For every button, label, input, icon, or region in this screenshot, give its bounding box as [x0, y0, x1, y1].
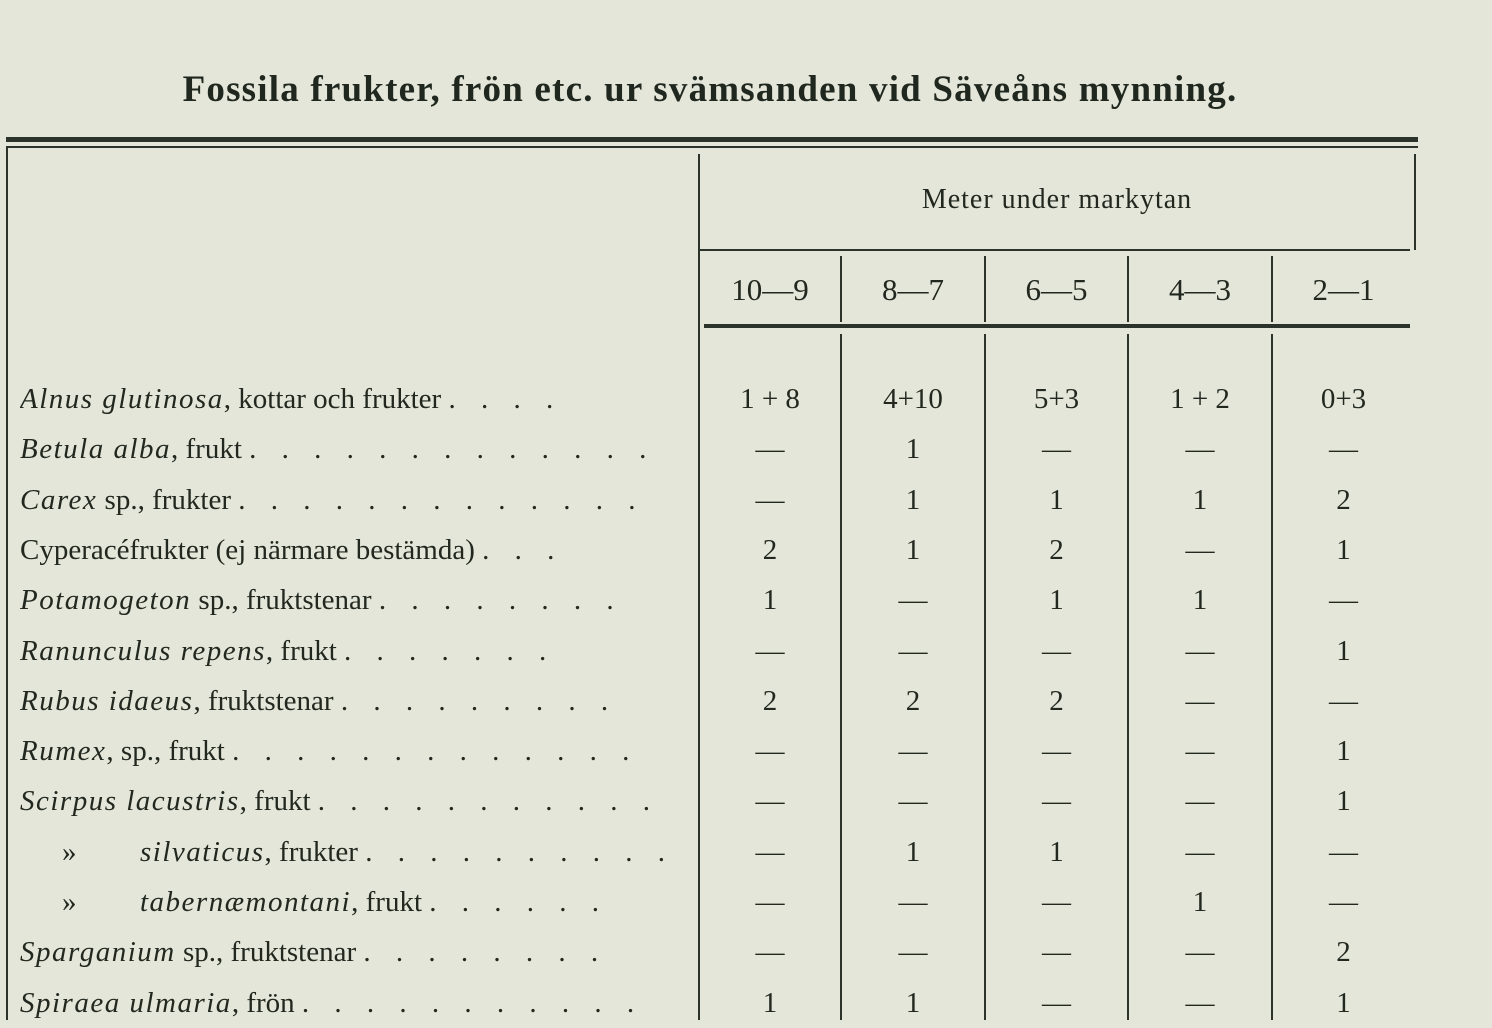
- table-cell: —: [1329, 835, 1358, 868]
- leader-dots: . . . . . .: [429, 886, 608, 918]
- column-header-10-9: 10—9: [731, 272, 809, 307]
- ditto-mark: »: [62, 835, 77, 868]
- column-header-6-5: 6—5: [1025, 272, 1088, 307]
- top-rule-thin: [6, 146, 1418, 148]
- leader-dots: . . . . . . . . . . . . .: [232, 735, 639, 768]
- species-name: Alnus glutinosa: [20, 383, 224, 415]
- row-description: , frukter: [264, 835, 358, 868]
- table-cell: 1: [1336, 533, 1351, 566]
- row-label: [20, 424, 690, 474]
- row-description: , frukt: [239, 785, 311, 818]
- table-cell: 1: [905, 533, 921, 566]
- row-label: [20, 877, 690, 927]
- table-cell: —: [1042, 433, 1071, 466]
- table-cell: —: [898, 886, 928, 918]
- species-name: silvaticus: [140, 835, 265, 868]
- table-cell: 1: [905, 483, 921, 516]
- table-row: [0, 877, 1492, 927]
- table-row: [0, 424, 1492, 474]
- table-cell: —: [1042, 936, 1071, 969]
- species-name: tabernæmontani: [140, 886, 352, 918]
- table-cell: 2: [1336, 936, 1351, 969]
- table-cell: —: [898, 735, 928, 768]
- table-cell: 1 + 2: [1170, 383, 1230, 415]
- table-cell: 2: [762, 684, 778, 717]
- table-cell: 5+3: [1033, 383, 1080, 415]
- table-cell: 2: [1049, 684, 1064, 717]
- table-row: [0, 927, 1492, 977]
- column-header-8-7: 8—7: [882, 272, 944, 307]
- leader-dots: . . . . . . . . . . . . .: [249, 433, 656, 466]
- column-header-4-3: 4—3: [1169, 272, 1231, 307]
- species-name: Carex: [20, 483, 98, 516]
- row-description: , sp., frukt: [106, 735, 225, 768]
- table-cell: 2: [762, 533, 778, 566]
- table-cell: 1: [1336, 735, 1351, 768]
- table-cell: —: [1185, 433, 1215, 466]
- table-row: [0, 827, 1492, 877]
- table-cell: —: [755, 634, 785, 667]
- table-cell: —: [755, 785, 785, 818]
- row-label: [20, 475, 690, 525]
- table-cell: —: [1042, 634, 1071, 667]
- row-label: [20, 776, 690, 826]
- row-description: , frön: [231, 986, 295, 1019]
- table-cell: —: [898, 634, 928, 667]
- leader-dots: . . . . . . . . . .: [365, 835, 674, 868]
- row-label: [20, 676, 690, 726]
- table-cell: 2: [1336, 483, 1351, 516]
- species-name: Rumex: [20, 735, 107, 768]
- table-row: [0, 525, 1492, 575]
- table-cell: —: [755, 936, 785, 969]
- top-rule-thick: [6, 137, 1418, 142]
- table-cell: —: [755, 886, 785, 918]
- table-cell: —: [898, 936, 928, 969]
- row-label: [20, 525, 690, 575]
- caption-underline: [700, 249, 1410, 251]
- leader-dots: . . . . . . . . . . . . .: [238, 483, 645, 516]
- row-description: , frukt: [171, 433, 242, 466]
- table-cell: 0+3: [1320, 383, 1367, 415]
- table-cell: —: [755, 835, 785, 868]
- row-description: Cyperacéfrukter (ej närmare bestämda): [20, 533, 475, 566]
- table-cell: 1 + 8: [740, 383, 800, 415]
- row-description: , frukt: [265, 634, 337, 667]
- table-cell: —: [1042, 785, 1071, 818]
- table-cell: 1: [1049, 584, 1064, 617]
- table-cell: 1: [1336, 986, 1351, 1019]
- species-name: Betula alba: [20, 433, 172, 466]
- species-name: Ranunculus repens: [20, 634, 266, 667]
- leader-dots: . . . . . . . .: [363, 936, 608, 969]
- table-cell: 1: [762, 986, 778, 1019]
- column-group-caption: Meter under markytan: [921, 184, 1193, 215]
- species-name: Potamogeton: [20, 584, 192, 617]
- row-description: , kottar och frukter: [223, 383, 442, 415]
- table-cell: —: [1185, 684, 1215, 717]
- table-cell: —: [898, 785, 928, 818]
- table-cell: —: [898, 584, 928, 617]
- species-name: Rubus idaeus: [20, 684, 194, 717]
- table-cell: —: [755, 735, 785, 768]
- table-cell: 1: [1049, 835, 1064, 868]
- table-cell: 2: [905, 684, 921, 717]
- species-name: Spiraea ulmaria: [20, 986, 232, 1019]
- table-cell: 1: [762, 584, 778, 617]
- table-cell: —: [1329, 886, 1358, 918]
- table-cell: —: [755, 433, 785, 466]
- leader-dots: . . . . . . . .: [378, 584, 623, 617]
- table-row: [0, 676, 1492, 726]
- species-name: Scirpus lacustris: [20, 785, 240, 818]
- table-cell: —: [1185, 533, 1215, 566]
- table-cell: —: [1042, 886, 1071, 918]
- table-cell: 4+10: [883, 383, 943, 415]
- table-cell: —: [1185, 785, 1215, 818]
- row-description: sp., fruktstenar: [191, 584, 372, 617]
- table-cell: —: [1329, 684, 1358, 717]
- table-cell: 2: [1049, 533, 1064, 566]
- row-label: [20, 927, 690, 977]
- table-row: [0, 374, 1492, 424]
- table-cell: —: [1042, 735, 1071, 768]
- species-name: Sparganium: [20, 936, 176, 969]
- table-cell: 1: [1049, 483, 1064, 516]
- table-row: [0, 776, 1492, 826]
- table-cell: —: [1185, 986, 1215, 1019]
- table-cell: —: [1185, 936, 1215, 969]
- table-cell: —: [1329, 433, 1358, 466]
- row-label: [20, 575, 690, 625]
- leader-dots: . . . . . . . . .: [340, 684, 618, 717]
- table-cell: —: [755, 483, 785, 516]
- table-cell: 1: [1192, 584, 1208, 617]
- row-label: [20, 827, 690, 877]
- table-cell: 1: [1192, 483, 1208, 516]
- row-label: [20, 726, 690, 776]
- table-cell: 1: [905, 835, 921, 868]
- header-right-border: [1414, 154, 1416, 250]
- leader-dots: . . . . . . .: [344, 634, 556, 667]
- leader-dots: . . . .: [448, 383, 563, 415]
- table-row: [0, 978, 1492, 1028]
- leader-dots: . . .: [482, 533, 564, 566]
- row-description: , fruktstenar: [193, 684, 334, 717]
- table-cell: —: [1185, 735, 1215, 768]
- table-row: [0, 475, 1492, 525]
- table-cell: 1: [1336, 785, 1351, 818]
- row-label: [20, 626, 690, 676]
- row-description: sp., frukter: [97, 483, 231, 516]
- table-row: [0, 626, 1492, 676]
- table-cell: 1: [905, 433, 921, 466]
- leader-dots: . . . . . . . . . . .: [317, 785, 660, 818]
- table-cell: —: [1329, 584, 1358, 617]
- page-title: Fossila frukter, frön etc. ur svämsanden vid Säveåns mynning.: [182, 69, 1238, 110]
- table-cell: 1: [905, 986, 921, 1019]
- row-description: sp., fruktstenar: [175, 936, 357, 969]
- column-header-2-1: 2—1: [1312, 272, 1375, 307]
- table-cell: —: [1185, 634, 1215, 667]
- table-cell: 1: [1336, 634, 1351, 667]
- table-row: [0, 575, 1492, 625]
- row-label: [20, 374, 690, 424]
- table-cell: 1: [1192, 886, 1208, 918]
- header-bottom-rule: [704, 324, 1410, 328]
- row-description: , frukt: [351, 886, 422, 918]
- leader-dots: . . . . . . . . . . .: [301, 986, 644, 1019]
- ditto-mark: »: [62, 886, 77, 918]
- table-cell: —: [1185, 835, 1215, 868]
- row-label: [20, 978, 690, 1028]
- table-row: [0, 726, 1492, 776]
- table-cell: —: [1042, 986, 1071, 1019]
